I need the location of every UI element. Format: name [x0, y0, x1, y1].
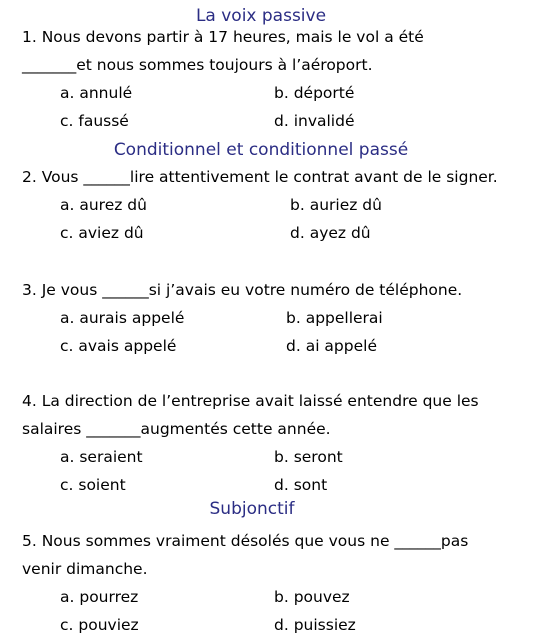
question-1-line-1: 1. Nous devons partir à 17 heures, mais le vol a été [22, 28, 424, 46]
question-4-option-a: a. seraient [60, 448, 143, 466]
question-5-option-b: b. pouvez [274, 588, 350, 606]
question-1-option-d: d. invalidé [274, 112, 355, 130]
question-3-option-c: c. avais appelé [60, 337, 177, 355]
question-2-option-c: c. aviez dû [60, 224, 144, 242]
question-5-line-2: venir dimanche. [22, 560, 148, 578]
question-1-option-a: a. annulé [60, 84, 133, 102]
question-3-option-a: a. aurais appelé [60, 309, 185, 327]
question-5-line-1: 5. Nous sommes vraiment désolés que vous ne ______pas [22, 532, 469, 550]
question-3-line-1: 3. Je vous ______si j’avais eu votre numéro de téléphone. [22, 281, 463, 299]
section-title-conditionnel: Conditionnel et conditionnel passé [113, 140, 409, 160]
question-1-line-2: _______et nous sommes toujours à l’aéroport. [22, 56, 373, 74]
question-3-option-d: d. ai appelé [286, 337, 377, 355]
question-4-option-d: d. sont [274, 476, 328, 494]
section-title-subjonctif: Subjonctif [209, 499, 295, 519]
question-1-option-b: b. déporté [274, 84, 355, 102]
question-4-option-c: c. soient [60, 476, 126, 494]
question-4-option-b: b. seront [274, 448, 343, 466]
question-4-line-1: 4. La direction de l’entreprise avait laissé entendre que les [22, 392, 479, 410]
question-1-option-c: c. faussé [60, 112, 129, 130]
question-2-line-1: 2. Vous ______lire attentivement le contrat avant de le signer. [22, 168, 498, 186]
question-2-option-a: a. aurez dû [60, 196, 147, 214]
question-3-option-b: b. appellerai [286, 309, 383, 327]
question-2-option-d: d. ayez dû [290, 224, 371, 242]
question-5-option-a: a. pourrez [60, 588, 139, 606]
question-4-line-2: salaires _______augmentés cette année. [22, 420, 331, 438]
question-5-option-d: d. puissiez [274, 616, 356, 634]
section-title-voix-passive: La voix passive [195, 6, 327, 26]
question-5-option-c: c. pouviez [60, 616, 139, 634]
question-2-option-b: b. auriez dû [290, 196, 382, 214]
